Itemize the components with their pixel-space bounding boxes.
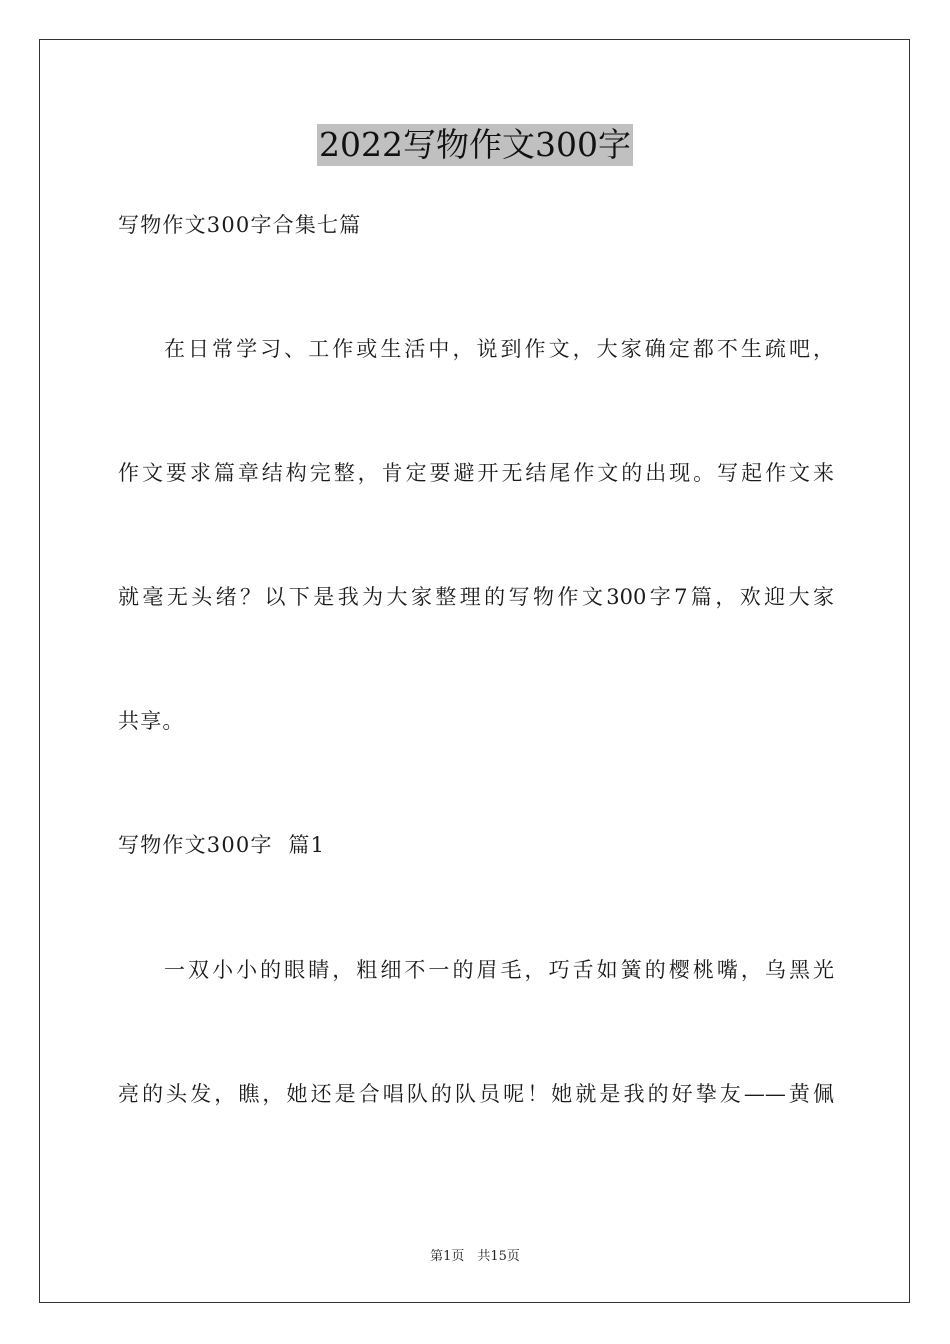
title-container (0, 124, 950, 166)
document-title: 2022写物作文300字 (319, 125, 631, 164)
essay-line-2: 亮的头发，瞧，她还是合唱队的队员呢！她就是我的好挚友——黄佩 (118, 1082, 834, 1106)
intro-line-2: 作文要求篇章结构完整，肯定要避开无结尾作文的出现。写起作文来 (118, 461, 834, 485)
page-footer: 第1页 共15页 (430, 1249, 520, 1264)
intro-line-4: 共享。 (118, 709, 185, 733)
document-subtitle: 写物作文300字合集七篇 (118, 213, 362, 237)
intro-line-3: 就毫无头绪？以下是我为大家整理的写物作文300字7篇，欢迎大家 (118, 585, 834, 609)
essay-line-1: 一双小小的眼睛，粗细不一的眉毛，巧舌如簧的樱桃嘴，乌黑光 (164, 958, 834, 982)
section-heading: 写物作文300字 篇1 (118, 833, 326, 857)
intro-line-1: 在日常学习、工作或生活中，说到作文，大家确定都不生疏吧， (164, 337, 834, 361)
